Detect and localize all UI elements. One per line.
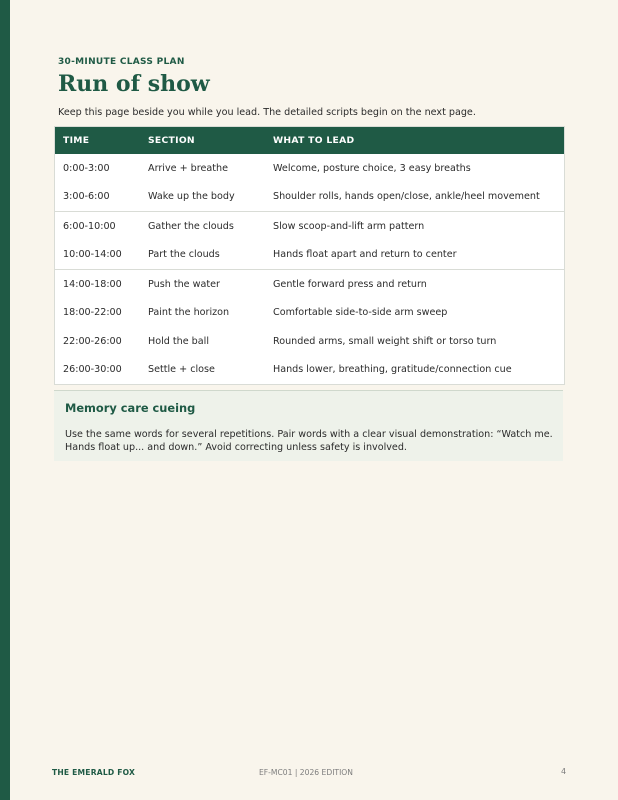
lead-cell: Welcome, posture choice, 3 easy breaths	[273, 162, 471, 174]
section-cell: Arrive + breathe	[148, 162, 229, 174]
section-cell: Push the water	[148, 278, 220, 290]
table-row	[55, 241, 564, 271]
lead-cell: Shoulder rolls, hands open/close, ankle/heel movement	[273, 191, 540, 203]
time-cell: 3:00-6:00	[63, 191, 110, 203]
lead-cell: Hands lower, breathing, gratitude/connection cue	[273, 364, 512, 376]
column-header-time: TIME	[63, 135, 90, 146]
page-number: 4	[561, 767, 567, 776]
section-cell: Paint the horizon	[148, 307, 230, 319]
time-cell: 14:00-18:00	[63, 278, 122, 290]
table-row	[55, 183, 564, 213]
lead-cell: Hands float apart and return to center	[273, 249, 457, 261]
page-subtitle: Keep this page beside you while you lead. The detailed scripts begin on the next page.	[58, 107, 476, 118]
time-cell: 6:00-10:00	[63, 220, 116, 232]
time-cell: 0:00-3:00	[63, 162, 110, 174]
run-of-show-table	[54, 126, 565, 385]
left-accent-bar	[0, 0, 10, 800]
table-row	[55, 270, 564, 299]
section-cell: Part the clouds	[148, 249, 220, 261]
page-title: Run of show	[58, 71, 210, 97]
footer-brand: THE EMERALD FOX	[52, 768, 136, 777]
eyebrow-label: 30-MINUTE CLASS PLAN	[58, 57, 185, 67]
section-cell: Settle + close	[148, 364, 215, 376]
column-header-what-to-lead: WHAT TO LEAD	[273, 135, 355, 146]
section-cell: Wake up the body	[148, 191, 235, 203]
table-header-row	[55, 127, 564, 154]
callout-title: Memory care cueing	[65, 401, 196, 415]
callout-body: Use the same words for several repetitions. Pair words with a clear visual demonstration: “Watch me. Hands float up... and down.” Avoid correcting unless safety is involved.	[65, 429, 553, 453]
time-cell: 22:00-26:00	[63, 335, 122, 347]
table-row	[55, 327, 564, 356]
table-row	[55, 212, 564, 241]
column-header-section: SECTION	[148, 135, 195, 146]
time-cell: 26:00-30:00	[63, 364, 122, 376]
lead-cell: Slow scoop-and-lift arm pattern	[273, 220, 425, 232]
time-cell: 10:00-14:00	[63, 249, 122, 261]
lead-cell: Gentle forward press and return	[273, 278, 427, 290]
lead-cell: Comfortable side-to-side arm sweep	[273, 307, 448, 319]
section-cell: Hold the ball	[148, 335, 209, 347]
table-row	[55, 154, 564, 183]
memory-care-callout	[54, 390, 563, 461]
footer-edition-code: EF-MC01 | 2026 EDITION	[259, 768, 353, 777]
time-cell: 18:00-22:00	[63, 307, 122, 319]
lead-cell: Rounded arms, small weight shift or torso turn	[273, 335, 497, 347]
section-cell: Gather the clouds	[148, 220, 234, 232]
table-row	[55, 356, 564, 385]
table-row	[55, 299, 564, 328]
